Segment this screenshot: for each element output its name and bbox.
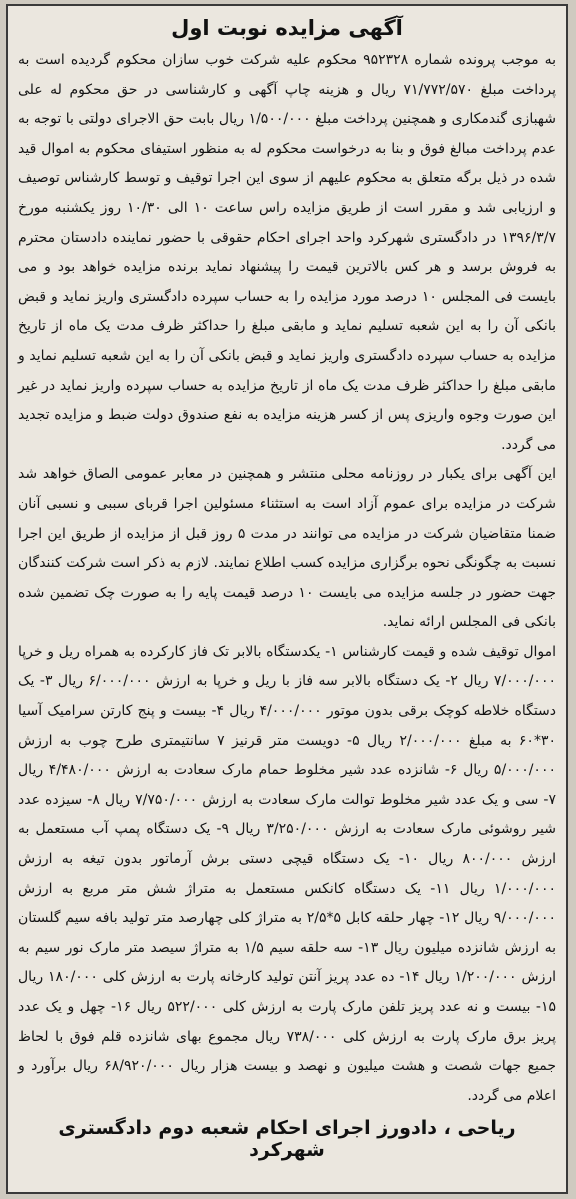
- notice-title: آگهی مزایده نوبت اول: [171, 16, 403, 40]
- notice-body: [18, 46, 556, 1111]
- notice-signature: ریاحی ، دادورز اجرای احکام شعبه دوم دادگستری شهرکرد: [58, 1117, 516, 1162]
- notice-paragraph: اموال توقیف شده و قیمت کارشناس ۱- یکدستگاه بالابر تک فاز کارکرده به همراه ریل و خرپا ۷/۰۰۰/۰۰۰ ریال ۲- یک دستگاه بالابر سه فاز با ریل و خرپا به ارزش ۶/۰۰۰/۰۰۰ ریال ۳- یک دستگاه خلاطه کوچک برقی بدون موتور ۴/۰۰۰/۰۰۰ ریال ۴- بیست و پنج کارتن سرامیک آسیا ۳۰*۶۰ به مبلغ ۲/۰۰۰/۰۰۰ ریال ۵- دویست متر قرنیز ۷ سانتیمتری طرح چوب به ارزش ۵/۰۰۰/۰۰۰ ریال ۶- شانزده عدد شیر مخلوط حمام مارک سعادت به ارزش ۴/۴۸۰/۰۰۰ ریال ۷- سی و یک عدد شیر مخلوط توالت مارک سعادت به ارزش ۷/۷۵۰/۰۰۰ ریال ۸- سیزده عدد شیر روشوئی مارک سعادت به ارزش ۳/۲۵۰/۰۰۰ ریال ۹- یک دستگاه پمپ آب مستعمل به ارزش ۸۰۰/۰۰۰ ریال ۱۰- یک دستگاه قیچی دستی برش آرماتور بدون تیغه به ارزش ۱/۰۰۰/۰۰۰ ریال ۱۱- یک دستگاه کانکس مستعمل به متراژ شش متر مربع به ارزش ۹/۰۰۰/۰۰۰ ریال ۱۲- چهار حلقه کابل ۵*۲/۵ به متراژ کلی چهارصد متر تولید بافه سیم گلستان به ارزش شانزده میلیون ریال ۱۳- سه حلقه سیم ۱/۵ به متراژ سیصد متر مارک نور سیم به ارزش ۱/۲۰۰/۰۰۰ ریال ۱۴- ده عدد پریز آنتن تولید کارخانه پارت به ارزش کلی ۱۸۰/۰۰۰ ریال ۱۵- بیست و نه عدد پریز تلفن مارک پارت به ارزش کلی ۵۲۲/۰۰۰ ریال ۱۶- چهل و یک عدد پریز برق مارک پارت به ارزش کلی ۷۳۸/۰۰۰ ریال مجموع بهای شانزده قلم فوق با لحاظ جمیع جهات شصت و هشت میلیون و نهصد و بیست هزار ریال ۶۸/۹۲۰/۰۰۰ ریال برآورد و اعلام می گردد.: [18, 643, 557, 1104]
- notice-paragraph: به موجب پرونده شماره ۹۵۲۳۲۸ محکوم علیه شرکت خوب سازان محکوم گردیده است به پرداخت مبلغ ۷۱/۷۷۲/۵۷۰ ریال و هزینه چاپ آگهی و کارشناسی در حق محکوم له علی شهبازی گندمکاری و همچنین پرداخت مبلغ ۱/۵۰۰/۰۰۰ ریال بابت حق الاجرای دولتی با توجه به عدم پرداخت مبالغ فوق و بنا به درخواست محکوم له به منظور استیفای محکوم به اموال قید شده در ذیل برگه متعلق به محکوم علیهم از سوی این اجرا توقیف و توسط کارشناس توصیف و ارزیابی شد و مقرر است از طریق مزایده راس ساعت ۱۰ الی ۱۰/۳۰ روز یکشنبه مورخ ۱۳۹۶/۳/۷ در دادگستری شهرکرد واحد اجرای احکام حقوقی با حضور نماینده دادستان محترم به فروش برسد و هر کس بالاترین قیمت را پیشنهاد نماید برنده مزایده خواهد بود و می بایست فی المجلس ۱۰ درصد مورد مزایده را به حساب سپرده دادگستری واریز نماید و قبض بانکی آن را به این شعبه تسلیم نماید و مابقی مبلغ را حداکثر ظرف مدت یک ماه از تاریخ مزایده به حساب سپرده دادگستری واریز نماید و قبض بانکی آن را به این شعبه تسلیم نماید و مابقی مبلغ را حداکثر ظرف مدت یک ماه از تاریخ مزایده به حساب سپرده واریز نماید در غیر این صورت وجوه واریزی پس از کسر هزینه مزایده به نفع صندوق دولت ضبط و مزایده تجدید می گردد.: [18, 52, 557, 453]
- notice-clipping: [6, 4, 568, 1194]
- notice-paragraph: این آگهی برای یکبار در روزنامه محلی منتشر و همچنین در معابر عمومی الصاق خواهد شد شرکت در مزایده برای عموم آزاد است به استثناء مسئولین اجرا قربای سببی و نسبی آنان ضمنا متقاضیان شرکت در مزایده می توانند در مدت ۵ روز قبل از مزایده از طریق این اجرا نسبت به چگونگی نحوه برگزاری مزایده کسب اطلاع نمایند. لازم به ذکر است شرکت کنندگان جهت حضور در جلسه مزایده می بایست ۱۰ درصد قیمت پایه را به صورت چک تضمین شده بانکی فی المجلس ارائه نماید.: [18, 466, 556, 631]
